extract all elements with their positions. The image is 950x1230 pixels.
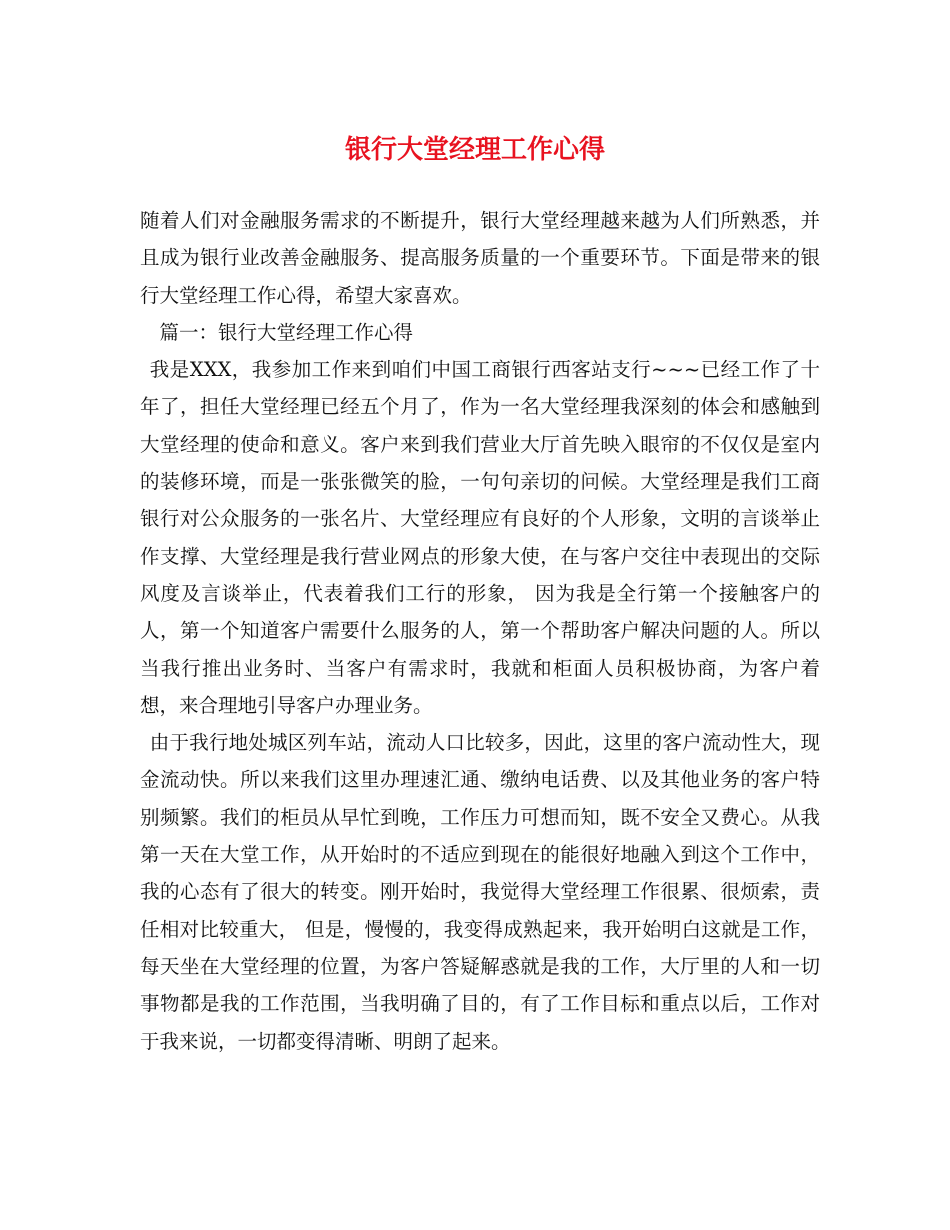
document-body: [140, 202, 820, 1060]
intro-paragraph: 随着人们对金融服务需求的不断提升，银行大堂经理越来越为人们所熟悉，并且成为银行业改善金融服务、提高服务质量的一个重要环节。下面是带来的银行大堂经理工作心得，希望大家喜欢。: [140, 209, 820, 307]
body-paragraph-1: 我是XXX，我参加工作来到咱们中国工商银行西客站支行~~~已经工作了十年了，担任大堂经理已经五个月了，作为一名大堂经理我深刻的体会和感触到大堂经理的使命和意义。客户来到我们营业大厅首先映入眼帘的不仅仅是室内的装修环境，而是一张张微笑的脸，一句句亲切的问候。大堂经理是我们工商银行对公众服务的一张名片、大堂经理应有良好的个人形象，文明的言谈举止作支撑、大堂经理是我行营业网点的形象大使，在与客户交往中表现出的交际风度及言谈举止，代表着我们工行的形象， 因为我是全行第一个接触客户的人，第一个知道客户需要什么服务的人，第一个帮助客户解决问题的人。所以当我行推出业务时、当客户有需求时，我就和柜面人员积极协商，为客户着想，来合理地引导客户办理业务。: [140, 358, 820, 717]
section-heading: 篇一：银行大堂经理工作心得: [159, 320, 414, 344]
document-title: 银行大堂经理工作心得: [344, 135, 605, 165]
body-paragraph-2: 由于我行地处城区列车站，流动人口比较多，因此，这里的客户流动性大，现金流动快。所以来我们这里办理速汇通、缴纳电话费、以及其他业务的客户特别频繁。我们的柜员从早忙到晚，工作压力可想而知，既不安全又费心。从我第一天在大堂工作，从开始时的不适应到现在的能很好地融入到这个工作中，我的心态有了很大的转变。刚开始时，我觉得大堂经理工作很累、很烦索，责任相对比较重大， 但是，慢慢的，我变得成熟起来，我开始明白这就是工作，每天坐在大堂经理的位置，为客户答疑解惑就是我的工作，大厅里的人和一切事物都是我的工作范围，当我明确了目的，有了工作目标和重点以后，工作对于我来说，一切都变得清晰、明朗了起来。: [140, 731, 820, 1053]
